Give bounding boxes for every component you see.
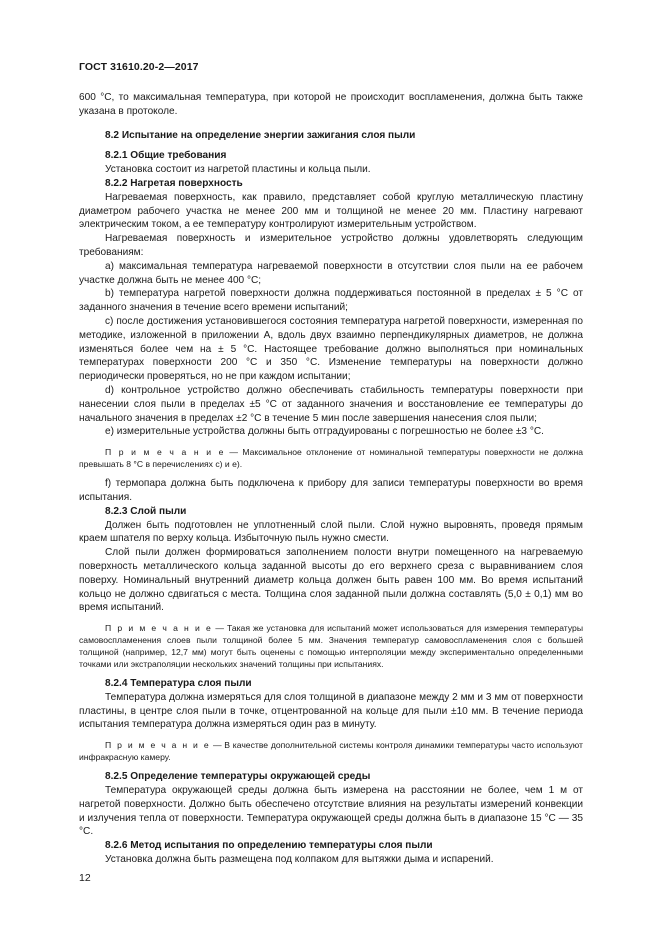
section-8-2-3-paragraph-2: Слой пыли должен формироваться заполнением полости внутри помещенного на нагреваемую поверхность металлического кольца заданной высоты до его верхнего среза с выравниванием слоя поверху. Номинальный внутренний диаметр кольца должен быть равен 100 мм. Во время испытаний кольцо не должно сдвигаться с места. Толщина слоя заданной пыли должна составлять (5,0 ± 0,1) мм во время испытаний.	[79, 547, 583, 614]
note-1	[79, 446, 583, 470]
document-header: ГОСТ 31610.20-2—2017	[79, 61, 199, 73]
note-label: П р и м е ч а н и е	[105, 740, 211, 751]
note-label: П р и м е ч а н и е	[105, 447, 225, 458]
list-item-d: d) контрольное устройство должно обеспечивать стабильность температуры поверхности при нанесении слоя пыли в пределах ±5 °С от заданного значения и восстановление ее температуры до начального значения в пределах ±2 °С в течение 5 мин после завершения нанесения слоя пыли;	[79, 384, 583, 424]
section-8-2-1-heading: 8.2.1 Общие требования	[105, 150, 227, 162]
intro-paragraph: 600 °С, то максимальная температура, при которой не происходит воспламенения, должна быть также указана в протоколе.	[79, 92, 583, 117]
note-3	[79, 739, 583, 763]
note-3-text: — В качестве дополнительной системы контроля динамики температуры часто используют инфракрасную камеру.	[79, 740, 583, 763]
section-8-2-3-heading: 8.2.3 Слой пыли	[105, 505, 187, 517]
document-body	[79, 91, 583, 867]
section-8-2-3-paragraph-1: Должен быть подготовлен не уплотненный слой пыли. Слой нужно выровнять, проведя прямым краем шпателя по верху кольца. Избыточную пыль нужно смести.	[79, 519, 583, 545]
note-label: П р и м е ч а н и е	[105, 623, 213, 634]
page-number: 12	[79, 872, 91, 884]
section-8-2-5-heading: 8.2.5 Определение температуры окружающей среды	[105, 771, 371, 783]
section-8-2-5-paragraph-1: Температура окружающей среды должна быть измерена на расстоянии не более, чем 1 м от нагретой поверхности. Должно быть обеспечено отсутствие влияния на результаты измерений конвекции и излучения тепла от поверхности. Температура окружающей среды должна быть в диапазоне 15 °С — 35 °С.	[79, 785, 583, 838]
section-8-2-2-paragraph-1: Нагреваемая поверхность, как правило, представляет собой круглую металлическую пластину диаметром рабочего участка не менее 200 мм и толщиной не менее 20 мм. Пластину нагревают электрическим током, а ее температуру контролируют измерительным устройством.	[79, 191, 583, 231]
list-item-e: e) измерительные устройства должны быть отградуированы с погрешностью не более ±3 °С.	[105, 426, 544, 438]
list-item-b: b) температура нагретой поверхности должна поддерживаться постоянной в пределах ± 5 °С от заданного значения в течение всего времени испытаний;	[79, 288, 583, 314]
section-8-2-1-text: Установка состоит из нагретой пластины и кольца пыли.	[105, 164, 371, 176]
note-2	[79, 622, 583, 670]
section-8-2-4-paragraph-1: Температура должна измеряться для слоя толщиной в диапазоне между 2 мм и 3 мм от поверхности пластины, в центре слоя пыли в точке, отцентрованной на кольце для пыли ±10 мм. В течение периода испытания температура должна измеряться один раз в минуту.	[79, 691, 583, 731]
section-8-2-heading: 8.2 Испытание на определение энергии зажигания слоя пыли	[105, 129, 416, 141]
section-8-2-6-paragraph-1: Установка должна быть размещена под колпаком для вытяжки дыма и испарений.	[105, 854, 494, 866]
note-2-text: — Такая же установка для испытаний может использоваться для измерения температуры самовоспламенения слоев пыли толщиной более 5 мм. Значения температур самовоспламенения слоя с большей толщиной (например, 12,7 мм) могут быть оценены с помощью интерполяции между экспериментально определенными точками или экстраполяции нескольких значений толщины при испытаниях.	[79, 623, 583, 670]
list-item-c: c) после достижения установившегося состояния температура нагретой поверхности, измеренная по методике, изложенной в приложении А, вдоль двух взаимно перпендикулярных диаметров, не должна изменяться более чем на ± 5 °С. Настоящее требование должно выполняться при номинальных температурах поверхности 200 °С и 350 °С. Изменение температуры на поверхности должно периодически проверяться, но не при каждом испытании;	[79, 315, 583, 383]
note-1-text: — Максимальное отклонение от номинальной температуры поверхности не должна превышать 8 °С в перечислениях c) и e).	[79, 447, 583, 470]
section-8-2-2-paragraph-2: Нагреваемая поверхность и измерительное устройство должны удовлетворять следующим требованиям:	[79, 233, 583, 258]
list-item-f: f) термопара должна быть подключена к прибору для записи температуры поверхности во время испытания.	[79, 478, 583, 503]
list-item-a: a) максимальная температура нагреваемой поверхности в отсутствии слоя пыли на ее рабочем участке должна быть не менее 400 °С;	[79, 260, 583, 286]
section-8-2-6-heading: 8.2.6 Метод испытания по определению температуры слоя пыли	[105, 840, 433, 852]
section-8-2-2-heading: 8.2.2 Нагретая поверхность	[105, 177, 243, 189]
section-8-2-4-heading: 8.2.4 Температура слоя пыли	[105, 678, 252, 690]
